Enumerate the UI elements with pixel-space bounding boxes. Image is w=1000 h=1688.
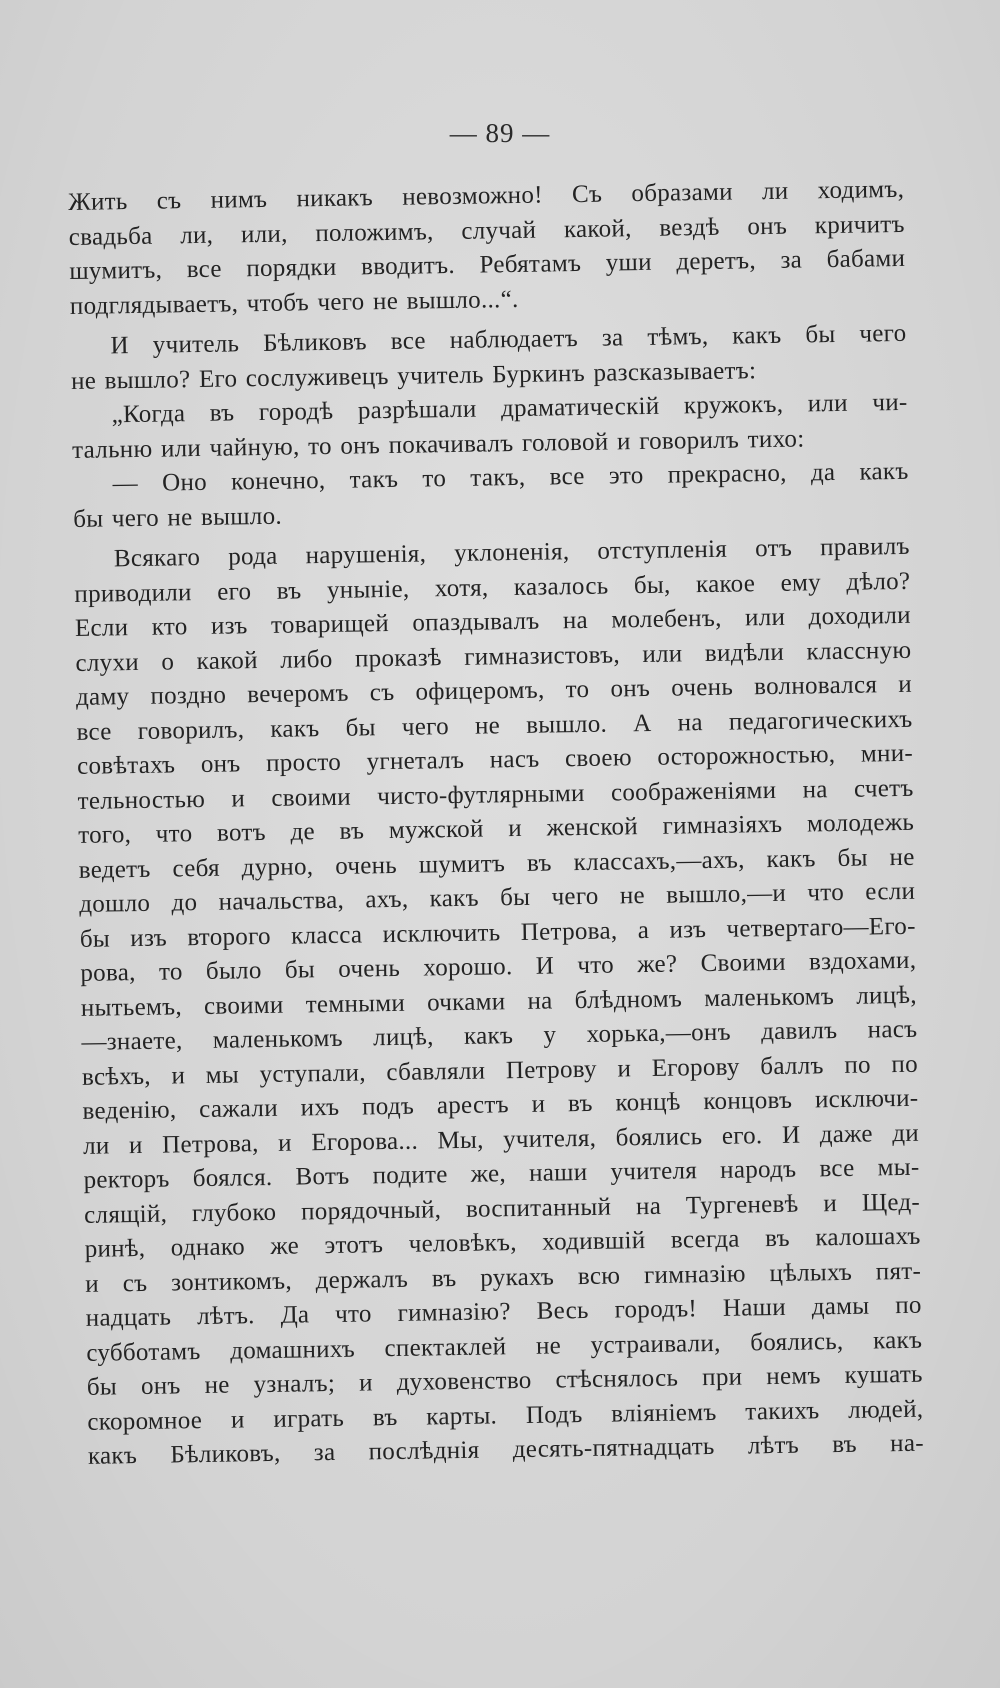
text-line: подглядываетъ, чтобъ чего не вышло...“. — [69, 285, 519, 320]
text-line: тельностью и своими чисто-футлярными соображеніями на счетъ — [77, 774, 914, 815]
text-line: дошло до начальства, ахъ, какъ бы чего не вышло,—и что если — [79, 877, 916, 918]
text-line: и съ зонтикомъ, держалъ въ рукахъ всю гимназію цѣлыхъ пят- — [85, 1257, 922, 1298]
text-line: И учитель Бѣликовъ все наблюдаетъ за тѣмъ, какъ бы чего — [110, 319, 907, 360]
text-line: — Оно конечно, такъ то такъ, все это прекрасно, да какъ — [112, 457, 909, 498]
text-line: слухи о какой либо проказѣ гимназистовъ, или видѣли классную — [75, 636, 912, 677]
text-line: приводили его въ уныніе, хотя, казалось бы, какое ему дѣло? — [74, 567, 911, 608]
text-line: все говорилъ, какъ бы чего не вышло. А на педагогическихъ — [76, 705, 913, 746]
text-line: рова, то было бы очень хорошо. И что же? Своими вздохами, — [80, 946, 917, 987]
body-text — [68, 173, 924, 1474]
text-line: бы изъ второго класса исключить Петрова, а изъ четвертаго—Его- — [79, 912, 916, 953]
text-line: какъ Бѣликовъ, за послѣднія десять-пятнадцать лѣтъ въ на- — [87, 1429, 925, 1470]
text-line: бы чего не вышло. — [73, 502, 283, 533]
text-line: скоромное и играть въ карты. Подъ вліяніемъ такихъ людей, — [87, 1395, 924, 1436]
text-line: Если кто изъ товарищей опаздывалъ на молебенъ, или доходили — [74, 601, 912, 642]
text-line: слящій, глубоко порядочный, воспитанный на Тургеневѣ и Щед- — [83, 1188, 921, 1229]
text-line: бы онъ не узналъ; и духовенство стѣснялось при немъ кушать — [86, 1360, 923, 1401]
text-line: даму поздно вечеромъ съ офицеромъ, то онъ очень волновался и — [75, 670, 913, 711]
text-line: ли и Петрова, и Егорова... Мы, учителя, боялись его. И даже ди — [82, 1119, 920, 1160]
text-line: того, что вотъ де въ мужской и женской гимназіяхъ молодежь — [77, 808, 915, 849]
text-line: ведетъ себя дурно, очень шумитъ въ классахъ,—ахъ, какъ бы не — [78, 843, 915, 884]
text-line: субботамъ домашнихъ спектаклей не устраивали, боялись, какъ — [86, 1326, 923, 1367]
text-line: „Когда въ городѣ разрѣшали драматическій кружокъ, или чи- — [111, 388, 908, 429]
text-line: надцать лѣтъ. Да что гимназію? Весь городъ! Наши дамы по — [85, 1291, 922, 1332]
text-line: ринѣ, однако же этотъ человѣкъ, ходившій всегда въ калошахъ — [84, 1222, 921, 1263]
text-line: ректоръ боялся. Вотъ подите же, наши учителя народъ все мы- — [83, 1153, 920, 1194]
text-line: шумитъ, все порядки вводитъ. Ребятамъ уши деретъ, за бабами — [69, 244, 906, 285]
text-line: всѣхъ, и мы уступали, сбавляли Петрову и Егорову баллъ по по — [81, 1050, 919, 1091]
text-line: веденію, сажали ихъ подъ арестъ и въ концѣ концовъ исключи- — [82, 1084, 919, 1125]
text-line: не вышло? Его сослуживецъ учитель Буркинъ разсказываетъ: — [70, 356, 757, 395]
text-line: —знаете, маленькомъ лицѣ, какъ у хорька,—онъ давилъ насъ — [81, 1015, 918, 1056]
text-line: совѣтахъ онъ просто угнеталъ насъ своею осторожностью, мни- — [76, 739, 914, 780]
page-number: — 89 — — [449, 118, 551, 148]
text-line: тальню или чайную, то онъ покачивалъ головой и говорилъ тихо: — [71, 424, 805, 464]
text-line: Всякаго рода нарушенія, уклоненія, отступленія отъ правилъ — [113, 532, 910, 573]
text-line: свадьба ли, или, положимъ, случай какой, вездѣ онъ кричитъ — [68, 210, 905, 251]
text-line: Жить съ нимъ никакъ невозможно! Съ образами ли ходимъ, — [68, 175, 905, 216]
text-line: нытьемъ, своими темными очками на блѣдномъ маленькомъ лицѣ, — [80, 981, 918, 1022]
